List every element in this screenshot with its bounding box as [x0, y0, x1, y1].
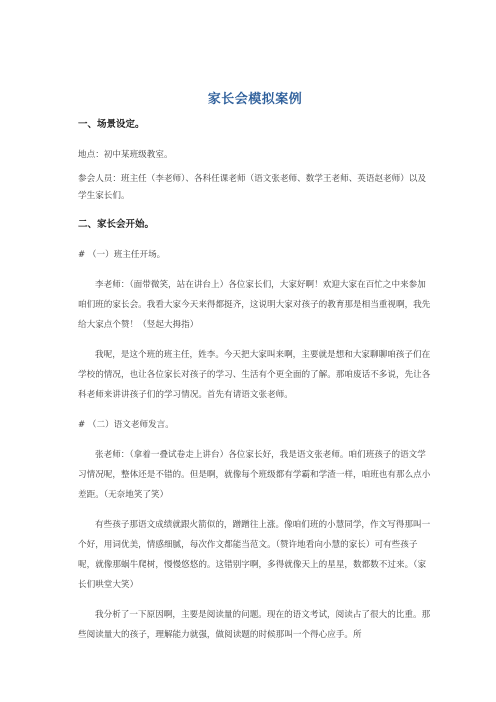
subheading-homeroom-opening: # （一）班主任开场。	[78, 250, 166, 260]
section-heading-meeting-start: 二、家长会开始。	[78, 219, 155, 230]
paragraph-zhang-opening: 张老师：（拿着一叠试卷走上讲台）各位家长好，我是语文张老师。咱们班孩子的语文学习情况呢，整体还是不错的。但是啊，就像每个班级都有学霸和学渣一样，咱班也有那么点小差距。（无奈地笑了笑）	[78, 450, 431, 500]
paragraph-zhang-students: 有些孩子那语文成绩就跟火箭似的，蹭蹭往上涨。像咱们班的小慧同学，作文写得那叫一个好，用词优美，情感细腻，每次作文都能当范文。（赞许地看向小慧的家长）可有些孩子呢，就像那蜗牛爬树，慢慢悠悠的。这错别字啊，多得就像天上的星星，数都数不过来。（家长们哄堂大笑）	[78, 520, 431, 590]
participants-paragraph: 参会人员：班主任（李老师）、各科任课老师（语文张老师、数学王老师、英语赵老师）以及学生家长们。	[78, 174, 427, 201]
subheading-chinese-teacher: # （二）语文老师发言。	[78, 420, 174, 430]
paragraph-li-intro: 我呢，是这个班的班主任，姓李。今天把大家叫来啊，主要就是想和大家聊聊咱孩子们在学校的情况，也让各位家长对孩子的学习、生活有个更全面的了解。那咱废话不多说，先让各科老师来讲讲孩子们的学习情况。首先有请语文张老师。	[78, 350, 431, 400]
section-heading-scene: 一、场景设定。	[78, 119, 145, 130]
document-title: 家长会模拟案例	[207, 92, 303, 107]
location-paragraph: 地点：初中某班级教室。	[78, 150, 173, 160]
paragraph-zhang-analysis: 我分析了一下原因啊，主要是阅读量的问题。现在的语文考试，阅读占了很大的比重。那些阅读量大的孩子，理解能力就强，做阅读题的时候那叫一个得心应手。所	[78, 610, 431, 640]
paragraph-li-opening: 李老师：（面带微笑，站在讲台上）各位家长们，大家好啊！欢迎大家在百忙之中来参加咱们班的家长会。我看大家今天来得都挺齐，这说明大家对孩子的教育那是相当重视啊，我先给大家点个赞！（竖起大拇指）	[78, 280, 431, 330]
